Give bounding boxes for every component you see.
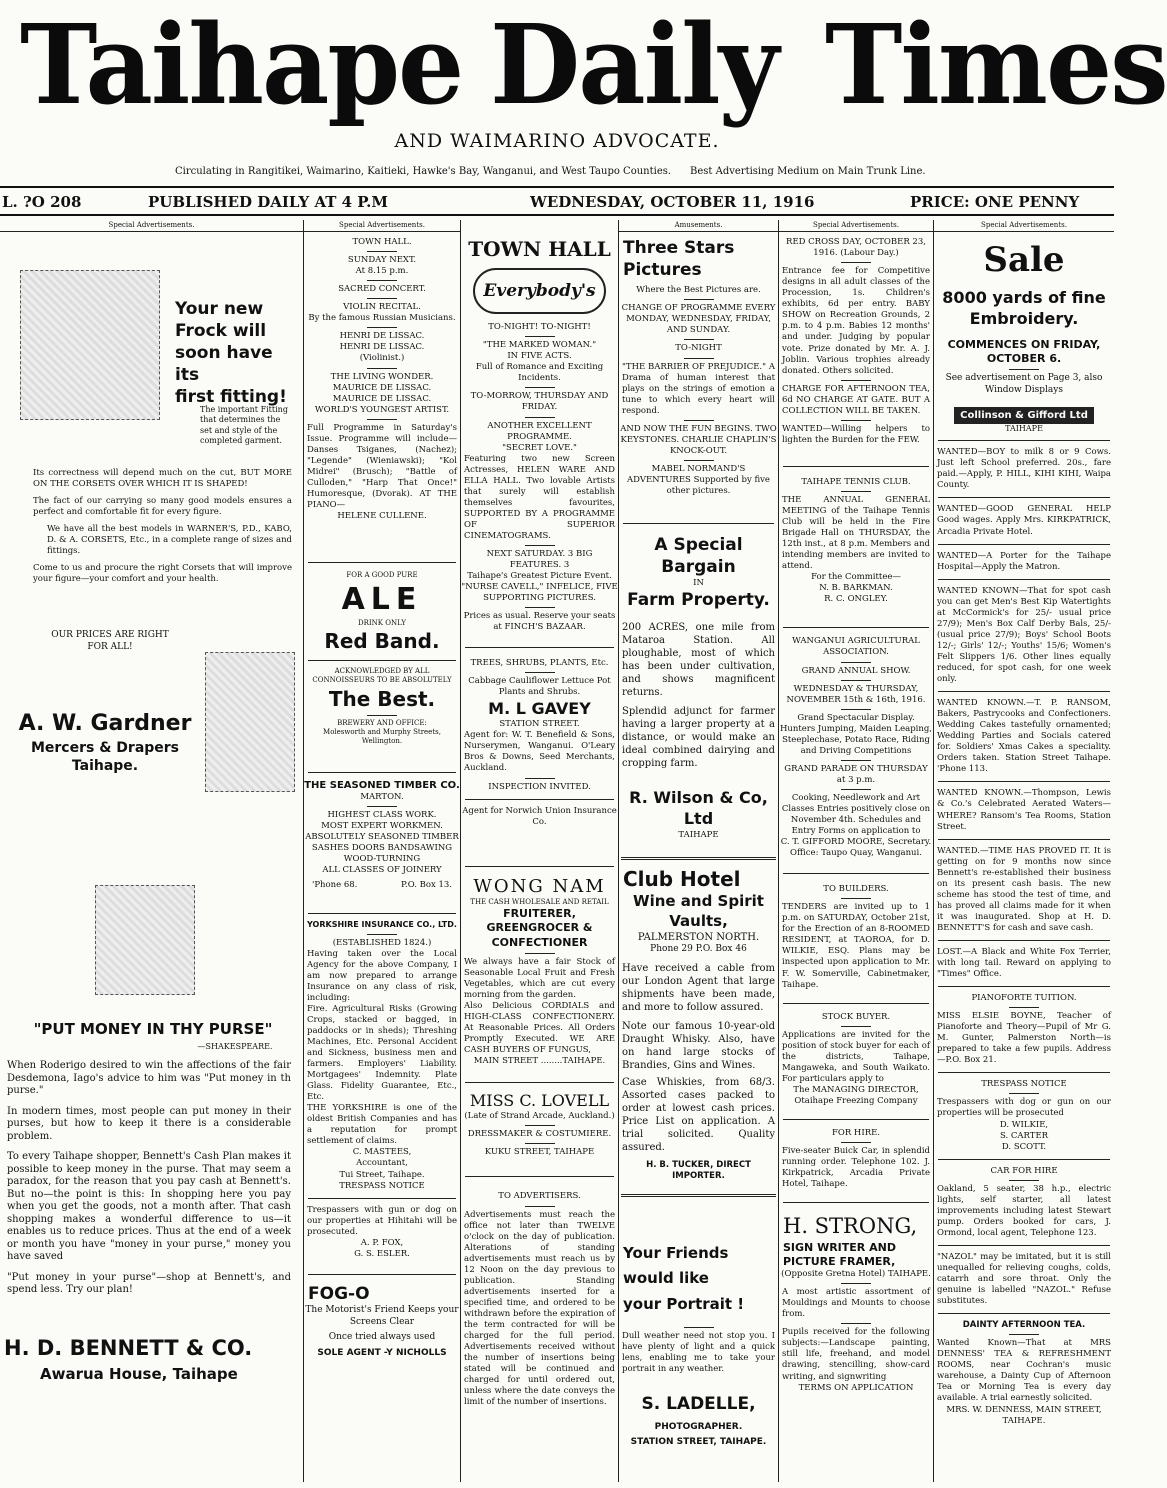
for-hire: FOR HIRE. [831,1128,881,1138]
sign-writer: SIGN WRITER AND PICTURE FRAMER, [783,1240,896,1268]
fogo-tagline: Once tried always used [328,1332,436,1343]
show-display: Grand Spectacular Display. Hunters Jumping, Maiden Leaping, Steeplechase, Potato Race, Riding and Driving Competitions [779,712,932,756]
trespass-carter: S. CARTER [999,1130,1049,1141]
wanted-ransom: WANTED KNOWN.—T. P. RANSOM, Bakers, Pastrycooks and Confectioners. Wedding Cakes tastefully ornamented; Wedding Parties and Socials catered for. Soldiers' Xmas Cakes a speciality. Orders taken. Station Street Taihape. 'Phone 113. [937,698,1111,775]
corset-illustration [20,270,160,420]
musicians: By the famous Russian Musicians. [308,313,456,324]
club-para-3: Case Whiskies, from 68/3. Assorted cases packed to order at lowest cash prices. Price List on application. A trial solicited. Quality assured. [622,1076,775,1153]
timber-line-1: HIGHEST CLASS WORK. [327,809,437,820]
performer-maurice: MAURICE DE LISSAC. [332,382,432,393]
timber-town: MARTON. [360,791,404,802]
trespass-esler: G. S. ESLER. [354,1248,410,1259]
palmerston: PALMERSTON NORTH. [637,932,760,943]
bennett-name: H. D. BENNETT & CO. [4,1336,253,1360]
ale: ALE [341,582,423,618]
yorkshire-name: YORKSHIRE INSURANCE CO., LTD. [307,920,457,930]
friends-line-3: your Portrait ! [623,1294,745,1313]
stock-apps: Applications are invited for the position of stock buyer for each of the districts, Taihape, Mangaweka, and South Waikato. For particulars apply to [782,1029,930,1084]
column-1 [0,220,303,1482]
masthead-word-daily: Daily [490,0,778,130]
brewery: BREWERY AND OFFICE: [337,718,427,727]
yorkshire-est: (ESTABLISHED 1824.) [332,937,432,948]
tucker: H. B. TUCKER, DIRECT IMPORTER. [646,1159,751,1181]
wong-cash: THE CASH WHOLESALE AND RETAIL [470,898,609,907]
medium-note: Best Advertising Medium on Main Trunk Line. [690,166,926,177]
friends-line-1: Your Friends [623,1243,729,1262]
three-stars-title: Three Stars Pictures [623,238,735,281]
gavey-street: STATION STREET. [499,719,580,730]
masthead [20,0,1167,130]
tennis-committee: For the Committee— [811,572,901,583]
yorkshire-para-1: Having taken over the Local Agency for the above Company, I am now prepared to arrange Insurance on any class of risk, including: [307,948,457,1003]
three-stars-tonight: TO-NIGHT [675,343,722,354]
three-stars-slogan: Where the Best Pictures are. [636,285,761,296]
column-6 [934,220,1114,1482]
inspection: INSPECTION INVITED. [488,781,591,792]
strong-address: (Opposite Gretna Hotel) TAIHAPE. [781,1269,931,1280]
red-cross-entrance: Entrance fee for Competitive designs in all adult classes of the Procession, 1s. Children's exhibits, 6d per entry. BABY SHOW on Recreation Grounds, 2 p.m. to 4 p.m. Babies 12 months' and under. Judging by popular vote. Prize donated by Mr. A. J. Joblin. Various trophies already donated. Others solicited. [782,266,930,376]
bennett-para-4: "Put money in your purse"—shop at Bennett's, and spend less. Try our plan! [7,1271,291,1295]
kuku-street: KUKU STREET, TAIHAPE [484,1147,595,1158]
wanted-boy: WANTED—BOY to milk 8 or 9 Cows. Just left School preferred. 20s., fare paid.—Apply, P. HILL, KIHI KIHI, Waipa County. [937,447,1111,491]
drink-only: DRINK ONLY [358,619,406,628]
lovell-late: (Late of Strand Arcade, Auckland.) [464,1111,615,1122]
sale-yards: 8000 yards of fine Embroidery. [942,288,1106,329]
woman-illustration [205,652,295,792]
recital: VIOLIN RECITAL. [343,302,421,313]
strong-mouldings: A most artistic assortment of Mouldings and Mounts to choose from. [782,1287,930,1320]
acres: 200 ACRES, one mile from Mataroa Station. All ploughable, most of which has been under cultivation, and shows magnificent returns. [622,622,775,699]
mastees-role: Accountant, [356,1158,408,1169]
trespass-text-2: Trespassers with dog or gun on our properties will be prosecuted [937,1097,1111,1119]
the-best: The Best. [328,686,436,711]
lost-terrier: LOST.—A Black and White Fox Terrier, with long tail. Reward on applying to "Times" Office. [937,946,1111,980]
club-phone: Phone 29 P.O. Box 46 [650,944,747,954]
gavey-agent: Agent for: W. T. Benefield & Sons, Nurserymen, Wanganui. O'Leary Bros & Downs, Seed Merchants, Auckland. [464,730,615,774]
feature-desc: Full of Romance and Exciting Incidents. [475,362,604,384]
bargain-in: IN [693,578,704,589]
corset-para-2: The fact of our carrying so many good models ensures a perfect and comfortable fit for every figure. [33,496,292,518]
grand-parade: GRAND PARADE ON THURSDAY at 3 p.m. [784,763,928,785]
feature-acts: IN FIVE ACTS. [507,351,572,362]
picture-hall-title: TOWN HALL [468,237,611,262]
featuring: Featuring two new Screen Actresses, HELEN WARE AND ELLA HALL. Two lovable Artists that surely will establish themselves favourites, SUPPORTED BY A PROGRAMME OF SUPERIOR CINEMATOGRAMS. [464,453,615,541]
show-cooking: Cooking, Needlework and Art Classes Entries positively close on November 4th. Schedules and Entry Forms on application to [781,792,931,837]
barrier-prejudice: "THE BARRIER OF PREJUDICE." A Drama of human interest that plays on the strings of emotion a tune to which every heart will respond. [622,361,775,416]
frock-line-1: Your new [175,299,264,319]
wilson-town: TAIHAPE [678,829,719,840]
frock-line-3: soon have its [175,343,273,386]
tonight-banner: TO-NIGHT! TO-NIGHT! [488,322,591,333]
farm-property: Farm Property. [627,590,770,611]
frock-line-2: Frock will [175,321,267,342]
pianoforte: PIANOFORTE TUITION. [971,993,1077,1004]
drapers-town: TAIHAPE [1005,423,1043,433]
dull-weather: Dull weather need not stop you. I have plenty of light and a quick lens, enabling me to take your portrait in any weather. [622,1331,775,1375]
ladelle-name: S. LADELLE, [641,1394,756,1415]
photographer: PHOTOGRAPHER. [654,1421,743,1432]
mastees-address: Tui Street, Taihape. [339,1169,425,1180]
column-4 [619,220,778,1482]
wine-spirit: Wine and Spirit Vaults, [633,892,764,930]
nazol: "NAZOL" may be imitated, but it is still unequalled for relieving coughs, colds, catarrh and sore throat. Only the genuine is labelled "NAZOL." Refuse substitutes. [937,1251,1111,1307]
red-cross-charge: CHARGE FOR AFTERNOON TEA, 6d NO CHARGE AT GATE. BUT A COLLECTION WILL BE TAKEN. [782,383,930,416]
column-heading: Special Advertisements. [934,220,1114,232]
denness-name: MRS. W. DENNESS, MAIN STREET, TAIHAPE. [946,1404,1102,1426]
frock-line-4: first fitting! [175,387,287,408]
trespass-title-2: TRESPASS NOTICE [981,1079,1067,1090]
wong-para-2: Also Delicious CORDIALS and HIGH-CLASS CONFECTIONERY. At Reasonable Prices. All Orders Promptly Executed. WE ARE CASH BUYERS OF FUNGUS, [464,1001,615,1056]
another-programme: ANOTHER EXCELLENT PROGRAMME. [487,420,592,442]
price: PRICE: ONE PENNY [910,193,1080,211]
fogo-title: FOG-O [308,1283,370,1304]
bennett-para-1: When Roderigo desired to win the affections of the fair Desdemona, Iago's advice to him was "Put money in th purse." [7,1060,291,1096]
norwich: Agent for Norwich Union Insurance Co. [462,805,617,827]
corset-para-3: We have all the best models in WARNER'S, P.D., KABO, D. & A. CORSETS, Etc., in a complete range of sizes and fittings. [47,524,292,557]
club-hotel: Club Hotel [623,867,741,891]
living-wonder: THE LIVING WONDER. [330,371,434,382]
secret-love: "SECRET LOVE." [502,442,577,453]
lovell-name: MISS C. LOVELL [469,1090,610,1110]
tennis-barkman: N. B. BARKMAN. [819,583,893,594]
wanted-porter: WANTED—A Porter for the Taihape Hospital—Apply the Matron. [937,550,1111,572]
fogo-agent: SOLE AGENT -Y NICHOLLS [317,1348,447,1359]
grand-show: GRAND ANNUAL SHOW. [801,665,911,676]
prices-note: OUR PRICES ARE RIGHT FOR ALL! [51,630,169,652]
wanted-mccormick: WANTED KNOWN—That for spot cash you can get Men's Best Kip Watertights at McCormick's for 25/- usual price 27/9); Men's Box Calf Derby Bals, 25/- (usual price 27/9); Boys' School Boots 12/-; Girls' 12/-; Youths' 15/6; Women's Felt Slippers 1/6. Other lines equally reduced, for spot cash, for one week only. [937,585,1111,685]
trespass-fox: A. P. FOX, [360,1237,404,1248]
strong-terms: TERMS ON APPLICATION [798,1382,914,1393]
column-heading: Amusements. [619,220,778,232]
builders-tenders: TENDERS are invited up to 1 p.m. on SATURDAY, October 21st, for the Erection of an 8-ROOMED RESIDENT, at TAOROA, for D. WILKIE, ESQ. Plans may be inspected upon application to Mr. F. W. Somerville, Cabinetmaker, Taihape. [782,902,930,990]
wong-nam: WONG NAM [473,875,606,897]
fitting-note: The important Fitting that determines the set and style of the completed garment. [200,405,288,446]
greatest-event: Taihape's Greatest Picture Event. "NURSE CAVELL," INFELICE, FIVE SUPPORTING PICTURES. [461,571,618,604]
next-saturday: NEXT SATURDAY. 3 BIG FEATURES. 3 [486,549,593,571]
wanted-help: WANTED—GOOD GENERAL HELP Good wages. Apply Mrs. KIRKPATRICK, Arcadia Private Hotel. [937,504,1111,537]
show-secretary: C. T. GIFFORD MOORE, Secretary. [780,837,932,848]
splendid-adjunct: Splendid adjunct for farmer having a larger property at a distance, or would make an ideal combined dairying and cropping farm. [622,706,775,770]
timber-line-5: WOOD-TURNING [343,854,421,865]
shakespeare-credit: —SHAKESPEARE. [197,1042,273,1051]
concert-type: SACRED CONCERT. [338,284,426,295]
fogo-slogan: The Motorist's Friend Keeps your Screens Clear [305,1304,459,1327]
wanted-bennett: WANTED.—TIME HAS PROVED IT. It is getting on for 9 months now since Bennett's re-established their business on its present cash basis. The new scheme has stood the test of time, and has proved all claims made for it when it was inaugurated. Shop at H. D. BENNETT'S for cash and save cash. [937,845,1111,933]
trespass-title: TRESPASS NOTICE [339,1180,425,1191]
wong-para-1: We always have a fair Stock of Seasonable Local Fruit and Fresh Vegetables, which are cut every morning from the garden. [464,957,615,1001]
column-2 [304,220,460,1482]
collinson-gifford-logo: Collinson & Gifford Ltd [954,407,1094,424]
timber-line-6: ALL CLASSES OF JOINERY [322,865,442,876]
trees-heading: TREES, SHRUBS, PLANTS, Etc. [470,658,609,669]
buick-hire: Five-seater Buick Car, in splendid running order. Telephone 102. J. Kirkpatrick, Arcadia Private Hotel, Taihape. [782,1146,930,1190]
gardner-town: Taihape. [71,757,139,774]
friends-line-2: would like [623,1269,709,1288]
wanted-thompson: WANTED KNOWN.—Thompson, Lewis & Co.'s Celebrated Aerated Waters—WHERE? Ransom's Tea Rooms, Station Street. [937,788,1111,832]
volume-number: L. ?O 208 [2,193,82,211]
timber-line-2: MOST EXPERT WORKMEN. [321,820,443,831]
dressmaker: DRESSMAKER & COSTUMIERE. [467,1129,612,1140]
sale-see: See advertisement on Page 3, also Window Displays [945,373,1103,396]
special-bargain: A Special Bargain [654,535,743,578]
fun-begins: AND NOW THE FUN BEGINS. TWO KEYSTONES. CHARLIE CHAPLIN'S KNOCK-OUT. [620,423,777,456]
wilson-co: R. Wilson & Co, Ltd [629,788,768,829]
red-cross-wanted: WANTED—Willing helpers to lighten the Burden for the FEW. [782,423,930,445]
sale-commences: COMMENCES ON FRIDAY, OCTOBER 6. [947,337,1101,366]
show-dates: WEDNESDAY & THURSDAY, NOVEMBER 15th & 16th, 1916. [786,683,926,705]
oakland: Oakland, 5 seater, 38 h.p., electric lights, self starter, all latest improvements including latest Stewart pump. Orders booked for cars, J. Ormond, local agent, Telephone 123. [937,1183,1111,1238]
pianist: HELENE CULLENE. [337,511,427,522]
dateline [0,186,1114,216]
ale-intro: FOR A GOOD PURE [346,571,418,580]
column-3 [461,220,618,1482]
concert-venue: TOWN HALL. [352,237,412,248]
cabbage: Cabbage Cauliflower Lettuce Pot Plants and Shrubs. [468,676,611,698]
advertiser-rules: Advertisements must reach the office not later than TWELVE o'clock on the day of publication. Alterations of standing advertisements must reach us by 12 Noon on the day previous to publication. Standing advertisements inserted for a specified time, and ordered to be withdrawn before the expiration of the term contracted for will be charged for the full period. Advertisements received without the number of insertions being stated will be continued and charged for until ordered out, unless where the date conveys the limit of the number of insertions. [464,1209,615,1408]
strong-pupils: Pupils received for the following subjects:—Landscape painting, still life, freehand, and model drawing, stencilling, show-card writing, and signwriting [782,1327,930,1382]
timber-line-4: SASHES DOORS BANDSAWING [311,842,453,853]
performer-henri-role: (Violinist.) [359,353,405,364]
wong-street: MAIN STREET ........TAIHAPE. [473,1056,606,1067]
issue-date: WEDNESDAY, OCTOBER 11, 1916 [530,193,815,211]
column-5 [779,220,933,1482]
timber-line-3: ABSOLUTELY SEASONED TIMBER [305,831,459,842]
yorkshire-para-2: Fire. Agricultural Risks (Growing Crops, stacked or bagged, in paddocks or in sheds); Threshing Machines, Etc. Personal Accident and Sickness, business men and farmers. Employers' Liability. Mortgagees' Indemnity. Plate Glass. Fidelity Guarantee, Etc., Etc. [307,1003,457,1103]
car-for-hire: CAR FOR HIRE [990,1165,1058,1176]
bennett-para-2: In modern times, most people can put money in their purses, but how to keep it there is a considerable problem. [7,1105,291,1142]
club-para-1: Have received a cable from our London Agent that large shipments have been made, and more to follow assured. [622,962,775,1013]
timber-phone: 'Phone 68. [312,880,358,891]
ladelle-street: STATION STREET, TAIHAPE. [630,1437,767,1448]
masthead-word-times: Times [825,0,1167,130]
trespass-scott: D. SCOTT. [1001,1141,1047,1152]
corset-para-4: Come to us and procure the right Corsets that will improve your figure—your comfort and your health. [33,563,292,585]
dainty-tea: DAINTY AFTERNOON TEA. [962,1320,1086,1331]
trespass-wilkie: D. WILKIE, [999,1119,1049,1130]
gardner-trade: Mercers & Drapers [30,739,180,756]
column-heading: Special Advertisements. [0,220,303,232]
yorkshire-para-3: THE YORKSHIRE is one of the oldest British Companies and has a reputation for prompt settlement of claims. [307,1103,457,1147]
youngest-artist: WORLD'S YOUNGEST ARTIST. [314,404,450,415]
thinking-woman-illustration [95,885,195,995]
timber-box: P.O. Box 13. [401,880,452,891]
performer-henri: HENRI DE LISSAC. [339,331,425,342]
show-office: Office: Taupo Quay, Wanganui. [790,848,922,859]
programme-change: CHANGE OF PROGRAMME EVERY MONDAY, WEDNESDAY, FRIDAY, AND SUNDAY. [621,303,776,336]
brewery-address: Molesworth and Murphy Streets, Wellington. [323,727,441,745]
boyne: MISS ELSIE BOYNE, Teacher of Pianoforte and Theory—Pupil of Mr G. M. Gunter, Palmerston North—is prepared to take a few pupils. Address—P.O. Box 21. [937,1011,1111,1066]
publish-time: PUBLISHED DAILY AT 4 P.M [148,193,388,211]
gardner-name: A. W. Gardner [18,711,192,736]
stock-manager: The MANAGING DIRECTOR, Otaihape Freezing Company [793,1084,919,1106]
fruiterer: FRUITERER, GREENGROCER & CONFECTIONER [486,907,593,949]
feature-marked-woman: "THE MARKED WOMAN." [482,340,597,351]
corset-para-1: Its correctness will depend much on the cut, BUT MORE ON THE CORSETS OVER WHICH IT IS SHAPED! [33,468,292,490]
purse-headline: "PUT MONEY IN THY PURSE" [33,1020,273,1038]
concert-time: At 8.15 p.m. [355,266,409,277]
column-heading: Special Advertisements. [779,220,933,232]
trespass-text: Trespassers with gun or dog on our properties at Hihitahi will be prosecuted. [307,1204,457,1237]
seat-prices: Prices as usual. Reserve your seats at FINCH'S BAZAAR. [463,611,616,633]
club-para-2: Note our famous 10-year-old Draught Whisky. Also, have on hand large stocks of Brandies, Gins and Wines. [622,1020,775,1071]
red-band: Red Band. [324,629,440,654]
concert-day: SUNDAY NEXT. [347,255,417,266]
denness-tea: Wanted Known—That at MRS DENNESS' TEA & REFRESHMENT ROOMS, near Cochran's music warehouse, a Dainty Cup of Afternoon Tea or Morning Tea is every day available. A trial earnestly solicited. [937,1338,1111,1404]
tennis-club: TAIHAPE TENNIS CLUB. [801,476,911,487]
strong-name: H. STRONG, [783,1214,918,1239]
everybodys-logo: Everybody's [473,268,606,314]
sale-title: Sale [983,240,1065,281]
column-heading: Special Advertisements. [304,220,460,232]
tomorrow: TO-MORROW, THURSDAY AND FRIDAY. [470,391,609,413]
gavey-name: M. L GAVEY [488,698,591,718]
bennett-para-3: To every Taihape shopper, Bennett's Cash Plan makes it possible to keep money in the purse. That may seem a paradox, for the reason that you pay cash at Bennett's. But no—the point is this: In shopping here you pay when you get the goods, not a month after. That cash shopping makes a wonderful difference to us—it enables us to reduce prices. Thus at the end of a week or month you have "money in your purse," money you have saved [7,1151,291,1262]
to-builders: TO BUILDERS. [823,884,889,895]
timber-co: THE SEASONED TIMBER CO. [304,779,460,791]
circulation-note: Circulating in Rangitikei, Waimarino, Kaitieki, Hawke's Bay, Wanganui, and West Taupo Counties. [175,166,672,177]
bennett-address: Awarua House, Taihape [40,1365,238,1383]
performer-maurice-repeat: MAURICE DE LISSAC. [332,393,432,404]
programme: Full Programme in Saturday's Issue. Programme will include—Danses Tsiganes, (Nachez); "Legende" (Wieniawski); "Kol Midrei" (Brusch); "Battle of Culloden," "Harp That Once!" Humoresque, (Dvorak). AT THE PIANO— [307,422,457,511]
performer-henri-repeat: HENRI DE LISSAC. [339,342,425,353]
mabel-normand: MABEL NORMAND'S ADVENTURES Supported by five other pictures. [627,463,770,496]
stock-buyer: STOCK BUYER. [821,1011,891,1022]
acknowledged: ACKNOWLEDGED BY ALL CONNOISSEURS TO BE ABSOLUTELY [312,667,452,685]
mastees: C. MASTEES, [352,1147,412,1158]
to-advertisers: TO ADVERTISERS. [498,1191,581,1202]
subtitle: AND WAIMARINO ADVOCATE. [394,130,720,152]
red-cross-day: RED CROSS DAY, OCTOBER 23, 1916. (Labour Day.) [786,237,926,259]
wanganui-assoc: WANGANUI AGRICULTURAL ASSOCIATION. [792,636,920,658]
masthead-word-taihape: Taihape [20,0,463,130]
tennis-meeting: THE ANNUAL GENERAL MEETING of the Taihape Tennis Club will be held in the Fire Brigade Hall on THURSDAY, the 12th inst., at 8 p.m. Members and intending members are invited to attend. [782,494,930,572]
tennis-ongley: R. C. ONGLEY. [824,594,888,605]
